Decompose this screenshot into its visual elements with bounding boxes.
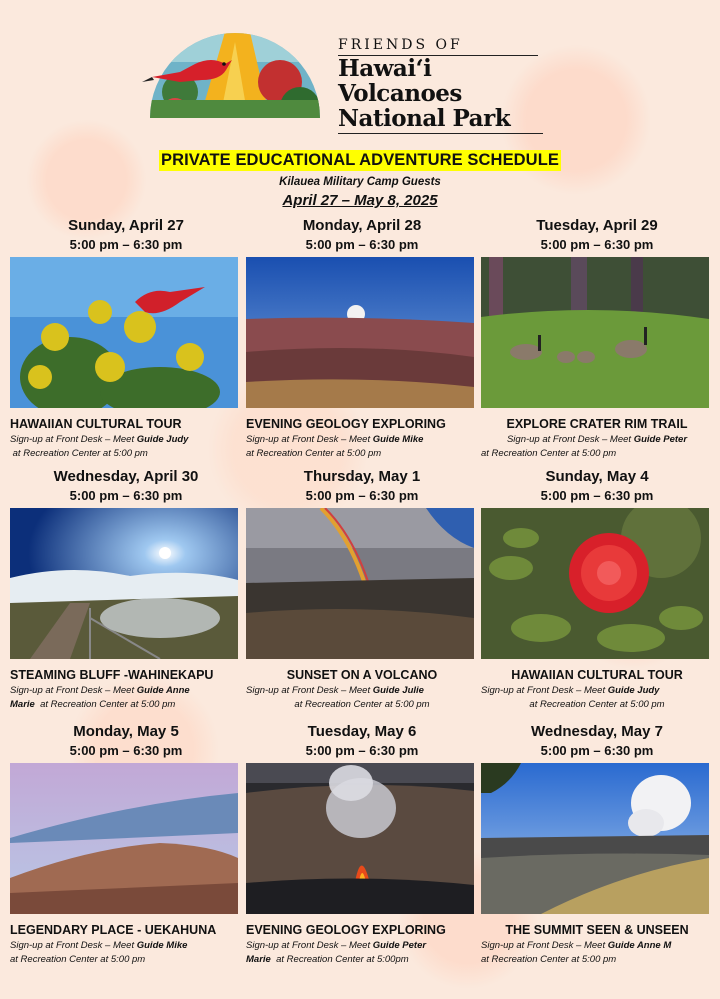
event-name: LEGENDARY PLACE - UEKAHUNA [10, 923, 217, 937]
event-time: 5:00 pm – 6:30 pm [305, 488, 419, 503]
org-name-line2: Hawai‘i Volcanoes [338, 55, 462, 107]
event-card [246, 722, 478, 966]
event-signup: Sign-up at Front Desk – Meet Guide Anne M [481, 940, 672, 951]
event-photo-apapane-bird [10, 257, 238, 408]
event-location: at Recreation Center at 5:00 pm [246, 448, 382, 459]
event-location: Marie at Recreation Center at 5:00 pm [10, 699, 176, 710]
moonrise-photo-icon [246, 257, 474, 408]
event-day: Monday, April 28 [302, 217, 422, 234]
event-name: EXPLORE CRATER RIM TRAIL [506, 417, 688, 431]
event-card [10, 722, 242, 966]
event-time: 5:00 pm – 6:30 pm [540, 237, 654, 252]
event-signup: Sign-up at Front Desk – Meet Guide Judy [10, 434, 189, 445]
steam-vents-photo-icon [10, 508, 238, 659]
event-time: 5:00 pm – 6:30 pm [540, 488, 654, 503]
event-photo-steam-vents [10, 508, 238, 659]
event-name: EVENING GEOLOGY EXPLORING [246, 923, 446, 937]
event-signup: Sign-up at Front Desk – Meet Guide Peter [506, 434, 688, 445]
event-location: at Recreation Center at 5:00 pm [10, 954, 146, 965]
event-signup: Sign-up at Front Desk – Meet Guide Mike [10, 940, 188, 951]
event-time: 5:00 pm – 6:30 pm [69, 237, 183, 252]
event-card [246, 216, 478, 460]
event-signup: Sign-up at Front Desk – Meet Guide Peter [246, 940, 427, 951]
event-time: 5:00 pm – 6:30 pm [540, 743, 654, 758]
event-card [481, 722, 713, 966]
event-name: THE SUMMIT SEEN & UNSEEN [505, 923, 689, 937]
event-name: STEAMING BLUFF -WAHINEKAPU [10, 668, 214, 682]
event-day: Sunday, April 27 [68, 217, 184, 234]
event-photo-rainbow-crater [246, 508, 474, 659]
event-time: 5:00 pm – 6:30 pm [305, 743, 419, 758]
event-day: Wednesday, May 7 [531, 723, 663, 740]
event-photo-moonrise [246, 257, 474, 408]
bird-on-flower-photo-icon [10, 257, 238, 408]
uekahuna-bluff-photo-icon [10, 763, 238, 914]
event-signup: Sign-up at Front Desk – Meet Guide Julie [246, 685, 424, 696]
event-location: at Recreation Center at 5:00 pm [294, 699, 430, 710]
event-time: 5:00 pm – 6:30 pm [69, 488, 183, 503]
page-title: PRIVATE EDUCATIONAL ADVENTURE SCHEDULE [161, 151, 559, 169]
event-day: Tuesday, May 6 [307, 723, 417, 740]
event-name: EVENING GEOLOGY EXPLORING [246, 417, 446, 431]
event-day: Monday, May 5 [73, 723, 179, 740]
apapane-bird-logo-icon [140, 22, 330, 118]
event-photo-uekahuna-bluff [10, 763, 238, 914]
summit-crater-photo-icon [481, 763, 709, 914]
event-photo-summit-crater [481, 763, 709, 914]
event-name: SUNSET ON A VOLCANO [286, 668, 438, 682]
event-time: 5:00 pm – 6:30 pm [305, 237, 419, 252]
event-photo-lava-fountain [246, 763, 474, 914]
event-name: HAWAIIAN CULTURAL TOUR [10, 417, 182, 431]
event-photo-ohia-lehua [481, 508, 709, 659]
event-photo-nene-geese [481, 257, 709, 408]
event-card [481, 467, 713, 711]
page-subtitle: Kilauea Military Camp Guests [279, 176, 441, 188]
lava-fountain-photo-icon [246, 763, 474, 914]
org-name-line3: National Park [338, 106, 543, 134]
org-logo [140, 22, 560, 132]
event-name: HAWAIIAN CULTURAL TOUR [511, 668, 683, 682]
rainbow-crater-photo-icon [246, 508, 474, 659]
nene-geese-photo-icon [481, 257, 709, 408]
date-range: April 27 – May 8, 2025 [282, 192, 438, 209]
event-location: at Recreation Center at 5:00 pm [481, 954, 617, 965]
event-signup: Sign-up at Front Desk – Meet Guide Judy [481, 685, 660, 696]
event-time: 5:00 pm – 6:30 pm [69, 743, 183, 758]
event-card [481, 216, 713, 460]
event-location: at Recreation Center at 5:00 pm [529, 699, 665, 710]
event-day: Sunday, May 4 [545, 468, 649, 485]
event-day: Thursday, May 1 [303, 468, 421, 485]
event-location: at Recreation Center at 5:00 pm [12, 448, 148, 459]
event-day: Tuesday, April 29 [536, 217, 658, 234]
event-card [246, 467, 478, 711]
event-location: Marie at Recreation Center at 5:00pm [246, 954, 409, 965]
event-day: Wednesday, April 30 [53, 468, 199, 485]
event-location: at Recreation Center at 5:00 pm [481, 448, 617, 459]
org-name-line1: FRIENDS OF [338, 37, 538, 56]
event-signup: Sign-up at Front Desk – Meet Guide Mike [246, 434, 424, 445]
event-card [10, 467, 242, 711]
ohia-lehua-flower-photo-icon [481, 508, 709, 659]
event-card [10, 216, 242, 460]
event-signup: Sign-up at Front Desk – Meet Guide Anne [10, 685, 190, 696]
